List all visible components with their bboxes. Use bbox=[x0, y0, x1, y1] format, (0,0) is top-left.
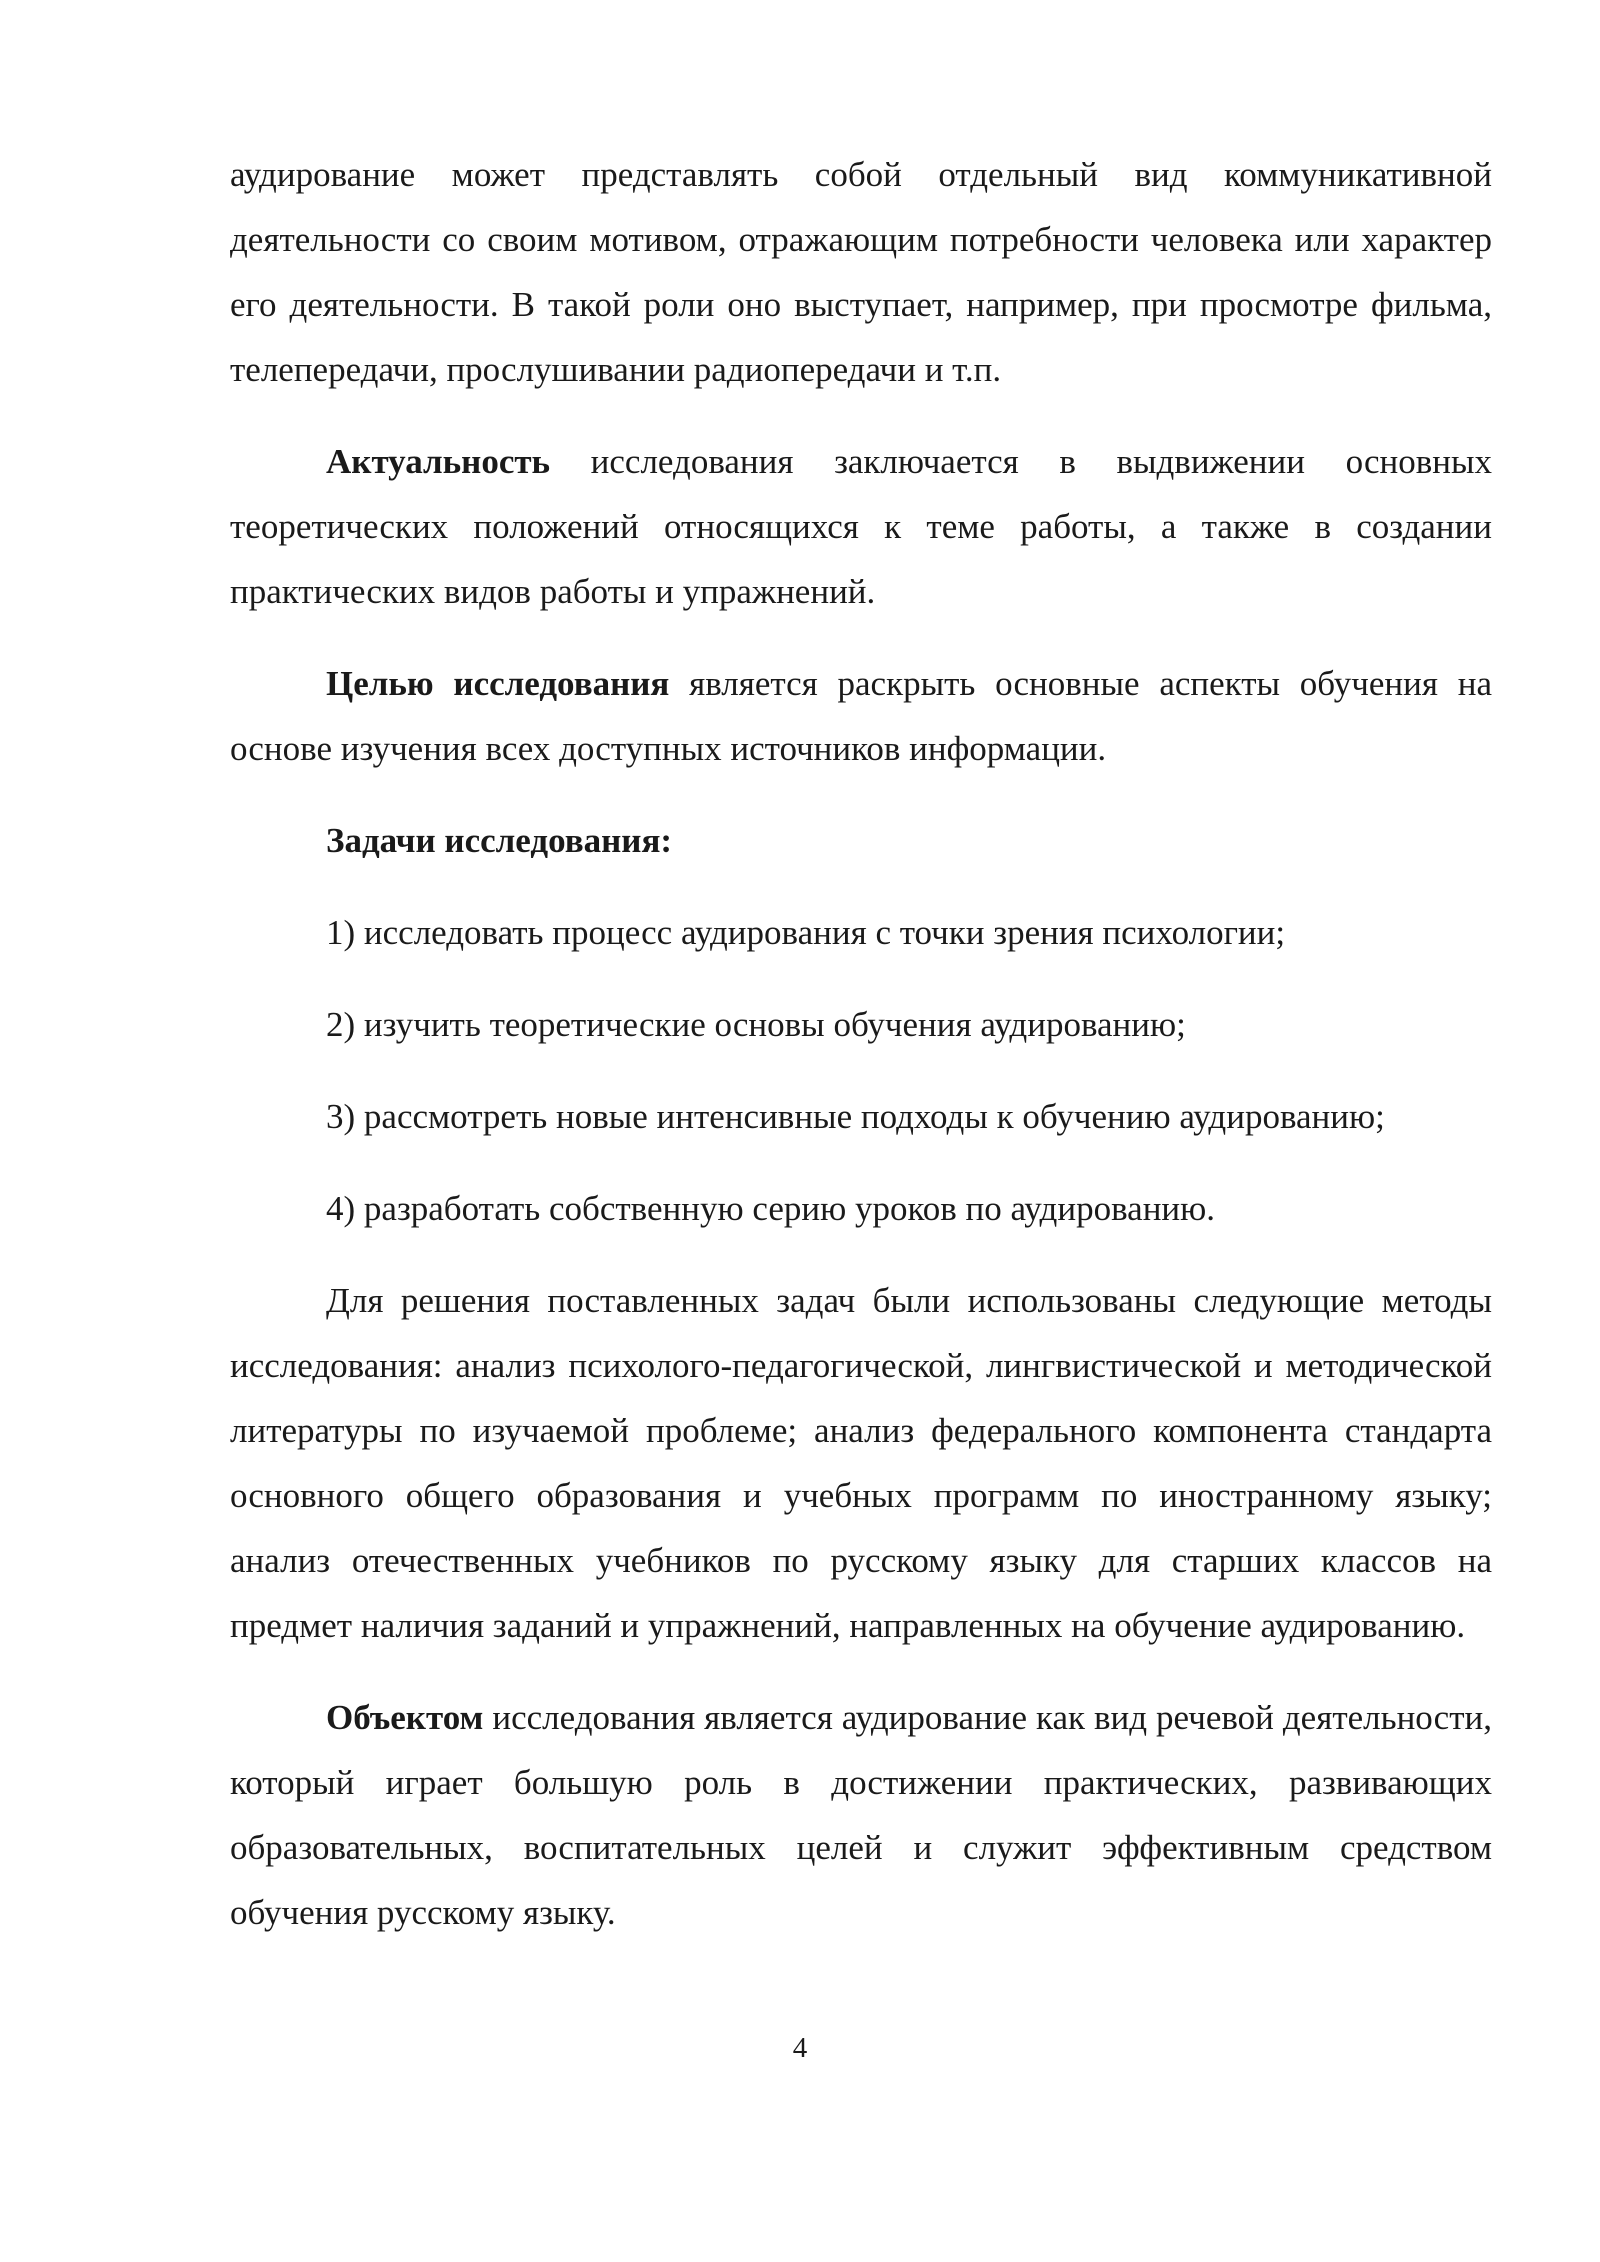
paragraph-methods: Для решения поставленных задач были использованы следующие методы исследования: анализ психолого-педагогической, лингвистической и методической литературы по изучаемой проблеме; анализ федерального компонента стандарта основного общего образования и учебных программ по иностранному языку; анализ отечественных учебников по русскому языку для старших классов на предмет наличия заданий и упражнений, направленных на обучение аудированию. bbox=[230, 1281, 1492, 1645]
task-item-3: 3) рассмотреть новые интенсивные подходы к обучению аудированию; bbox=[326, 1097, 1385, 1136]
task-item-2: 2) изучить теоретические основы обучения аудированию; bbox=[326, 1005, 1186, 1044]
goal-term: Целью исследования bbox=[326, 664, 670, 703]
paragraph-goal bbox=[230, 651, 1492, 781]
relevance-term: Актуальность bbox=[326, 442, 551, 481]
paragraph-object bbox=[230, 1685, 1492, 1945]
tasks-heading-text: Задачи исследования: bbox=[326, 821, 673, 860]
task-item-1: 1) исследовать процесс аудирования с точки зрения психологии; bbox=[326, 913, 1286, 952]
relevance-text: исследования заключается в выдвижении основных теоретических положений относящихся к теме работы, а также в создании практических видов работы и упражнений. bbox=[230, 442, 1492, 611]
paragraph-listening-activity: аудирование может представлять собой отдельный вид коммуникативной деятельности со своим мотивом, отражающим потребности человека или характер его деятельности. В такой роли оно выступает, например, при просмотре фильма, телепередачи, прослушивании радиопередачи и т.п. bbox=[230, 155, 1492, 389]
paragraph-relevance bbox=[230, 429, 1492, 624]
object-term: Объектом bbox=[326, 1698, 484, 1737]
task-item-4: 4) разработать собственную серию уроков по аудированию. bbox=[326, 1189, 1216, 1228]
goal-text: является раскрыть основные аспекты обучения на основе изучения всех доступных источников информации. bbox=[230, 664, 1492, 768]
tasks-heading bbox=[230, 808, 1492, 873]
page-number: 4 bbox=[792, 2032, 808, 2064]
document-page bbox=[230, 142, 1492, 1972]
object-text: исследования является аудирование как вид речевой деятельности, который играет большую роль в достижении практических, развивающих образовательных, воспитательных целей и служит эффективным средством обучения русскому языку. bbox=[230, 1698, 1492, 1932]
